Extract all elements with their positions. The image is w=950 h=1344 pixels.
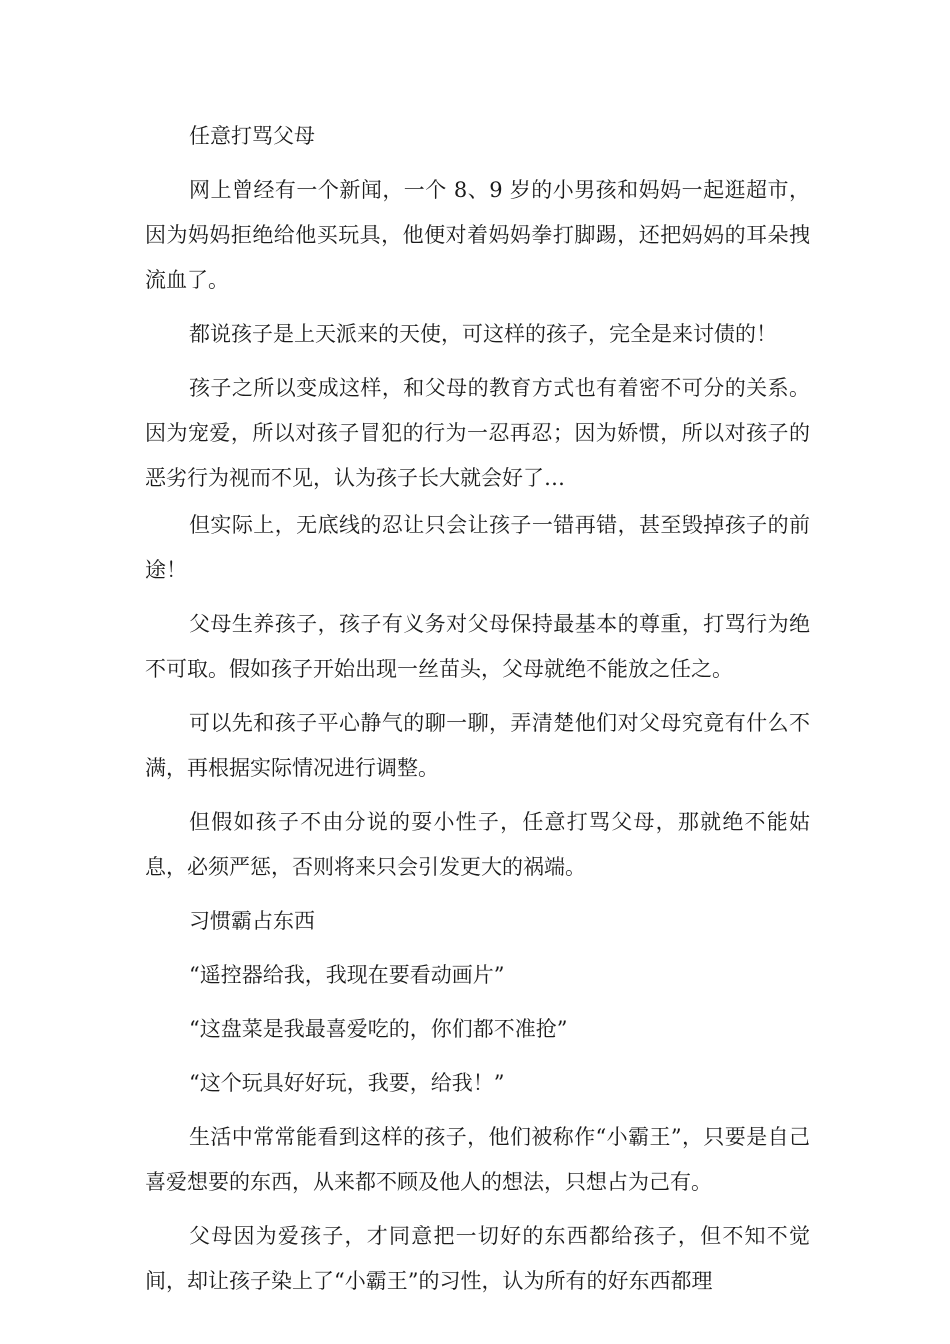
body-paragraph: 可以先和孩子平心静气的聊一聊，弄清楚他们对父母究竟有什么不满，再根据实际情况进行调整。 xyxy=(145,711,810,780)
body-paragraph: 生活中常常能看到这样的孩子，他们被称作“小霸王”，只要是自己喜爱想要的东西，从来都不顾及他人的想法，只想占为己有。 xyxy=(145,1125,810,1194)
body-paragraph: 但实际上，无底线的忍让只会让孩子一错再错，甚至毁掉孩子的前途！ xyxy=(145,513,810,582)
quote-line: “遥控器给我，我现在要看动画片” xyxy=(189,963,505,987)
section-heading: 习惯霸占东西 xyxy=(189,909,315,933)
section-heading: 任意打骂父母 xyxy=(189,124,315,148)
body-paragraph: 孩子之所以变成这样，和父母的教育方式也有着密不可分的关系。因为宠爱，所以对孩子冒犯的行为一忍再忍；因为娇惯，所以对孩子的恶劣行为视而不见，认为孩子长大就会好了… xyxy=(145,376,810,490)
quote-line: “这盘菜是我最喜爱吃的，你们都不准抢” xyxy=(189,1017,568,1041)
body-paragraph: 都说孩子是上天派来的天使，可这样的孩子，完全是来讨债的！ xyxy=(189,322,777,346)
body-paragraph: 但假如孩子不由分说的耍小性子，任意打骂父母，那就绝不能姑息，必须严惩，否则将来只会引发更大的祸端。 xyxy=(145,810,810,879)
document-page xyxy=(145,114,810,1313)
body-paragraph: 网上曾经有一个新闻，一个 8、9 岁的小男孩和妈妈一起逛超市，因为妈妈拒绝给他买玩具，他便对着妈妈拳打脚踢，还把妈妈的耳朵拽流血了。 xyxy=(145,178,810,292)
body-paragraph: 父母因为爱孩子，才同意把一切好的东西都给孩子，但不知不觉间，却让孩子染上了“小霸王”的习性，认为所有的好东西都理 xyxy=(145,1224,810,1293)
quote-line: “这个玩具好好玩，我要，给我！” xyxy=(189,1071,505,1095)
body-paragraph: 父母生养孩子，孩子有义务对父母保持最基本的尊重，打骂行为绝不可取。假如孩子开始出现一丝苗头，父母就绝不能放之任之。 xyxy=(145,612,810,681)
